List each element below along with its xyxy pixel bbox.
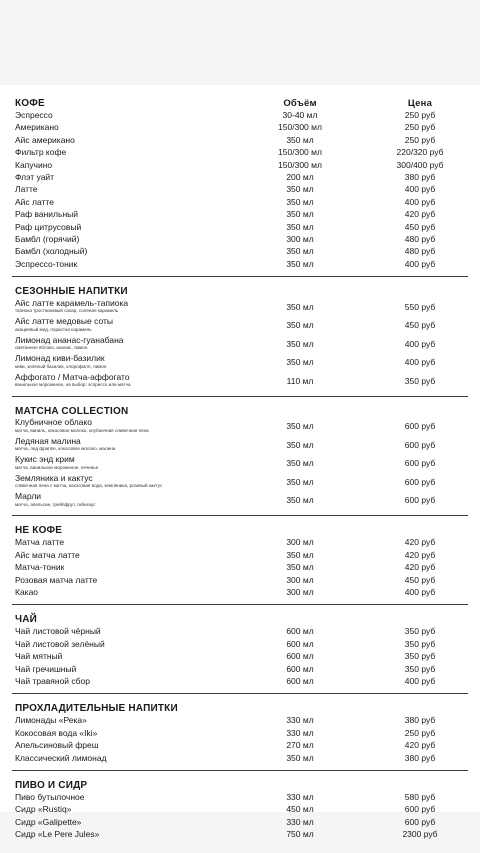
menu-item-row (0, 171, 480, 183)
item-name: Чай листовой зелёный (15, 638, 105, 649)
section-header (0, 777, 480, 791)
section-title: ПРОХЛАДИТЕЛЬНЫЕ НАПИТКИ (15, 703, 178, 715)
menu-section (0, 777, 480, 841)
menu-section (0, 700, 480, 764)
menu-item-row (0, 752, 480, 764)
menu-item-row (0, 121, 480, 133)
section-divider (12, 396, 468, 397)
section-divider (12, 604, 468, 605)
item-name: Айс латте (15, 196, 54, 207)
item-name: Лимонад ананас-гуанабана (15, 334, 124, 345)
menu-item-row (0, 297, 480, 316)
item-name: Американо (15, 122, 59, 133)
item-volume: 350 мл (286, 752, 314, 763)
item-name: Айс латте медовые соты (15, 316, 113, 327)
item-price: 420 руб (404, 549, 436, 560)
menu-item-row (0, 675, 480, 687)
menu-item-row (0, 816, 480, 828)
section-title: ЧАЙ (15, 614, 38, 626)
item-name: Сидр «Galipette» (15, 816, 82, 827)
menu-item-row (0, 803, 480, 815)
item-name: Капучино (15, 159, 53, 170)
menu-item-row (0, 371, 480, 390)
item-volume: 350 мл (286, 458, 314, 469)
item-volume: 350 мл (286, 320, 314, 331)
item-volume: 270 мл (286, 740, 314, 751)
item-volume: 350 мл (286, 439, 314, 450)
item-price: 600 руб (404, 476, 436, 487)
item-volume: 150/300 мл (278, 147, 322, 158)
item-description: сливочная пена с матча, кокосовая вода, земляника, розовый кактус (15, 483, 163, 489)
price-column-header: Цена (407, 98, 433, 109)
item-name-cell (0, 373, 240, 389)
item-name: Клубничное облако (15, 417, 92, 428)
item-description: акациевый мед, пористая карамель (15, 326, 92, 332)
item-volume: 350 мл (286, 184, 314, 195)
item-name: Фильтр кофе (15, 147, 67, 158)
item-name: Айс американо (15, 134, 75, 145)
item-volume: 150/300 мл (278, 122, 322, 133)
item-price: 250 руб (404, 727, 436, 738)
menu-item-row (0, 245, 480, 257)
item-price: 600 руб (404, 804, 436, 815)
item-volume: 450 мл (286, 804, 314, 815)
menu-section (0, 522, 480, 598)
menu-section (0, 403, 480, 510)
item-name: Чай травяной сбор (15, 675, 90, 686)
menu-section (0, 611, 480, 687)
item-name-cell (0, 492, 240, 508)
item-name: Раф ванильный (15, 209, 78, 220)
item-volume: 350 мл (286, 338, 314, 349)
menu-item-row (0, 714, 480, 726)
item-price: 420 руб (404, 562, 436, 573)
item-name: Чай гречишный (15, 663, 77, 674)
item-name: Сидр «Rustiq» (15, 804, 72, 815)
item-name: Аффогато / Матча-аффогато (15, 371, 130, 382)
menu-item-row (0, 183, 480, 195)
menu-item-row (0, 435, 480, 454)
item-description: матча, ванильное мороженое, печенье (15, 464, 99, 470)
item-price: 420 руб (404, 740, 436, 751)
section-divider (12, 693, 468, 694)
item-name-cell (0, 474, 240, 490)
item-price: 300/400 руб (396, 159, 444, 170)
item-name-cell (0, 418, 240, 434)
item-name: Чай мятный (15, 651, 63, 662)
item-name: Пиво бутылочное (15, 791, 85, 802)
item-price: 420 руб (404, 537, 436, 548)
item-volume: 30-40 мл (282, 110, 318, 120)
menu-item-row (0, 536, 480, 548)
item-volume: 300 мл (286, 234, 314, 245)
menu-item-row (0, 334, 480, 353)
item-price: 480 руб (404, 246, 436, 257)
item-price: 400 руб (404, 338, 436, 349)
section-title: НЕ КОФЕ (15, 525, 63, 537)
item-name: Какао (15, 586, 39, 597)
item-volume: 330 мл (286, 816, 314, 827)
menu-item-row (0, 739, 480, 751)
item-price: 400 руб (404, 196, 436, 207)
item-price: 450 руб (404, 574, 436, 585)
menu-section (0, 283, 480, 390)
item-name: Раф цитрусовый (15, 221, 82, 232)
item-name: Розовая матча латте (15, 574, 98, 585)
item-name: Матча латте (15, 537, 65, 548)
item-name: Лимонады «Река» (15, 715, 87, 726)
item-description: киви, зеленый базилик, хлорофилл, лимон (15, 363, 107, 369)
menu-item-row (0, 196, 480, 208)
item-name-cell (0, 455, 240, 471)
menu-item-row (0, 491, 480, 510)
item-volume: 600 мл (286, 663, 314, 674)
item-name: Айс матча латте (15, 549, 80, 560)
item-price: 400 руб (404, 675, 436, 686)
item-price: 350 руб (404, 638, 436, 649)
menu-item-row (0, 549, 480, 561)
section-header (0, 522, 480, 536)
item-description: ванильное мороженое, на выбор: эспрессо или матча (15, 382, 131, 388)
item-volume: 350 мл (286, 196, 314, 207)
menu-page (0, 85, 480, 840)
item-name: Кокосовая вода «Iki» (15, 727, 98, 738)
section-header (0, 283, 480, 297)
item-price: 600 руб (404, 421, 436, 432)
item-name: Айс латте карамель-тапиока (15, 297, 129, 308)
menu-item-row (0, 208, 480, 220)
section-header (0, 611, 480, 625)
section-title: ПИВО И СИДР (15, 779, 88, 791)
item-price: 380 руб (404, 715, 436, 726)
item-price: 450 руб (404, 221, 436, 232)
volume-column-header: Объём (283, 98, 317, 109)
section-title: MATCHA COLLECTION (15, 405, 129, 417)
item-price: 600 руб (404, 816, 436, 827)
item-volume: 330 мл (286, 791, 314, 802)
item-name-cell (0, 437, 240, 453)
item-name: Классический лимонад (15, 752, 107, 763)
menu-item-row (0, 472, 480, 491)
menu-item-row (0, 159, 480, 171)
menu-item-row (0, 258, 480, 270)
item-description: матча, апельсин, грейпфрут, гибискус (15, 501, 96, 507)
item-price: 480 руб (404, 234, 436, 245)
item-price: 250 руб (404, 110, 436, 120)
item-price: 350 руб (404, 663, 436, 674)
item-price: 250 руб (404, 134, 436, 145)
menu-item-row (0, 828, 480, 840)
item-name: Латте (15, 184, 38, 195)
section-header (0, 403, 480, 417)
item-price: 250 руб (404, 122, 436, 133)
item-volume: 300 мл (286, 537, 314, 548)
menu-item-row (0, 727, 480, 739)
item-volume: 750 мл (286, 829, 314, 840)
top-spacer (0, 85, 480, 95)
item-name: Апельсиновый фреш (15, 740, 99, 751)
item-price: 600 руб (404, 458, 436, 469)
menu-item-row (0, 454, 480, 473)
menu-item-row (0, 417, 480, 436)
menu-item-row (0, 233, 480, 245)
item-volume: 600 мл (286, 626, 314, 637)
item-volume: 600 мл (286, 638, 314, 649)
item-price: 550 руб (404, 301, 436, 312)
item-price: 420 руб (404, 209, 436, 220)
item-volume: 350 мл (286, 221, 314, 232)
item-name-cell (0, 354, 240, 370)
item-name: Марли (15, 491, 42, 502)
menu-item-row (0, 650, 480, 662)
item-volume: 350 мл (286, 209, 314, 220)
section-divider (12, 276, 468, 277)
menu-item-row (0, 574, 480, 586)
item-volume: 350 мл (286, 562, 314, 573)
item-price: 450 руб (404, 320, 436, 331)
item-volume: 330 мл (286, 727, 314, 738)
menu-item-row (0, 353, 480, 372)
item-price: 600 руб (404, 495, 436, 506)
item-volume: 330 мл (286, 715, 314, 726)
item-price: 380 руб (404, 172, 436, 183)
item-description: матча, ваниль, кокосовое молоко, клубничная сливочная пена (15, 427, 149, 433)
item-name: Земляника и кактус (15, 472, 93, 483)
item-name: Флэт уайт (15, 172, 55, 183)
item-volume: 300 мл (286, 574, 314, 585)
menu-item-row (0, 146, 480, 158)
item-price: 350 руб (404, 651, 436, 662)
item-name: Кукис энд крим (15, 454, 75, 465)
menu-item-row (0, 625, 480, 637)
item-name: Бамбл (горячий) (15, 234, 80, 245)
menu-item-row (0, 316, 480, 335)
item-volume: 110 мл (286, 375, 314, 386)
item-description: тапиока тростниковый сахар, соленая карамель (15, 308, 119, 314)
menu-item-row (0, 561, 480, 573)
item-price: 580 руб (404, 791, 436, 802)
item-price: 400 руб (404, 258, 436, 269)
item-price: 2300 руб (402, 829, 438, 840)
item-volume: 350 мл (286, 258, 314, 269)
item-volume: 600 мл (286, 651, 314, 662)
item-volume: 200 мл (286, 172, 314, 183)
menu-item-row (0, 663, 480, 675)
item-volume: 300 мл (286, 586, 314, 597)
item-name: Ледяная малина (15, 435, 81, 446)
item-volume: 350 мл (286, 421, 314, 432)
item-price: 400 руб (404, 184, 436, 195)
item-price: 380 руб (404, 752, 436, 763)
item-name: Эспрессо (15, 110, 53, 120)
section-title: СЕЗОННЫЕ НАПИТКИ (15, 286, 128, 298)
item-price: 350 руб (404, 626, 436, 637)
item-volume: 350 мл (286, 495, 314, 506)
item-name-cell (0, 336, 240, 352)
menu-item-row (0, 221, 480, 233)
item-price: 400 руб (404, 586, 436, 597)
menu-item-row (0, 791, 480, 803)
item-price: 400 руб (404, 357, 436, 368)
item-name: Матча-тоник (15, 562, 65, 573)
item-description: матча, лед фраппе, кокосовое молоко, малина (15, 446, 116, 452)
menu-item-row (0, 109, 480, 121)
menu-section (0, 95, 480, 270)
item-name-cell (0, 299, 240, 315)
section-divider (12, 515, 468, 516)
item-price: 350 руб (404, 375, 436, 386)
item-volume: 600 мл (286, 675, 314, 686)
item-volume: 350 мл (286, 549, 314, 560)
item-volume: 350 мл (286, 134, 314, 145)
item-volume: 350 мл (286, 476, 314, 487)
item-volume: 350 мл (286, 246, 314, 257)
item-name: Сидр «Le Pere Jules» (15, 829, 100, 840)
item-volume: 350 мл (286, 301, 314, 312)
menu-item-row (0, 134, 480, 146)
menu-item-row (0, 586, 480, 598)
menu-item-row (0, 638, 480, 650)
item-volume: 350 мл (286, 357, 314, 368)
item-name: Эспрессо-тоник (15, 258, 78, 269)
item-volume: 150/300 мл (278, 159, 322, 170)
item-name: Бамбл (холодный) (15, 246, 88, 257)
section-divider (12, 770, 468, 771)
item-name: Чай листовой чёрный (15, 626, 101, 637)
item-price: 220/320 руб (396, 147, 444, 158)
item-name-cell (0, 317, 240, 333)
section-title: КОФЕ (15, 98, 45, 109)
item-description: сметанное яблоко, ананас, лимон (15, 345, 88, 351)
item-name: Лимонад киви-базилик (15, 353, 105, 364)
section-header (0, 700, 480, 714)
item-price: 600 руб (404, 439, 436, 450)
section-header (0, 95, 480, 109)
